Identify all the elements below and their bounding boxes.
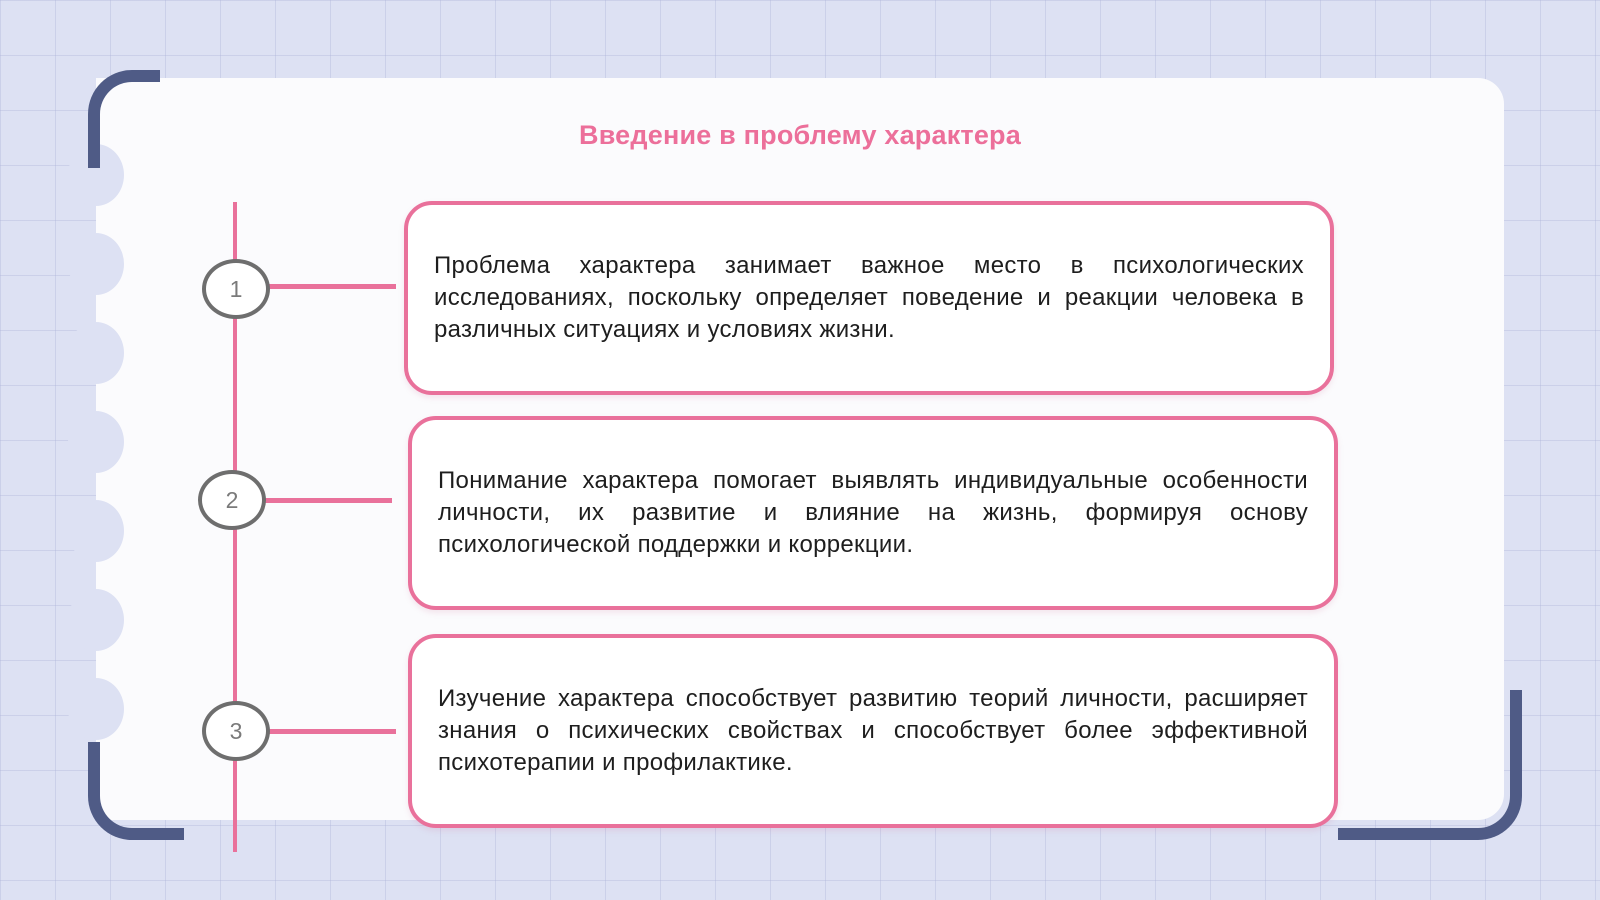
step-3-card <box>408 634 1338 828</box>
corner-bracket-bottom-left <box>88 742 184 840</box>
paper-scallop <box>68 500 124 562</box>
corner-bracket-bottom-right <box>1338 690 1522 840</box>
paper-scallop <box>68 233 124 295</box>
paper-scallop <box>68 589 124 651</box>
step-2-connector <box>264 498 392 503</box>
step-2-card <box>408 416 1338 610</box>
step-3-text: Изучение характера способствует развитию теорий личности, расширяет знания о психических свойствах и способствует более эффективной психотерапии и профилактике. <box>438 685 1308 776</box>
step-1-text: Проблема характера занимает важное место в психологических исследованиях, поскольку определяет поведение и реакции человека в различных ситуациях и условиях жизни. <box>434 252 1304 343</box>
paper-scallop <box>68 411 124 473</box>
step-2-number: 2 <box>198 470 266 530</box>
corner-bracket-top-left <box>88 70 160 168</box>
step-1-number: 1 <box>202 259 270 319</box>
step-1-card <box>404 201 1334 395</box>
step-1-connector <box>268 284 396 289</box>
slide-title: Введение в проблему характера <box>579 120 1021 150</box>
step-3-connector <box>268 729 396 734</box>
step-3-number: 3 <box>202 701 270 761</box>
paper-scallop <box>68 322 124 384</box>
paper-scallop <box>68 678 124 740</box>
step-2-text: Понимание характера помогает выявлять индивидуальные особенности личности, их развитие и влияние на жизнь, формируя основу психологической поддержки и коррекции. <box>438 467 1308 558</box>
